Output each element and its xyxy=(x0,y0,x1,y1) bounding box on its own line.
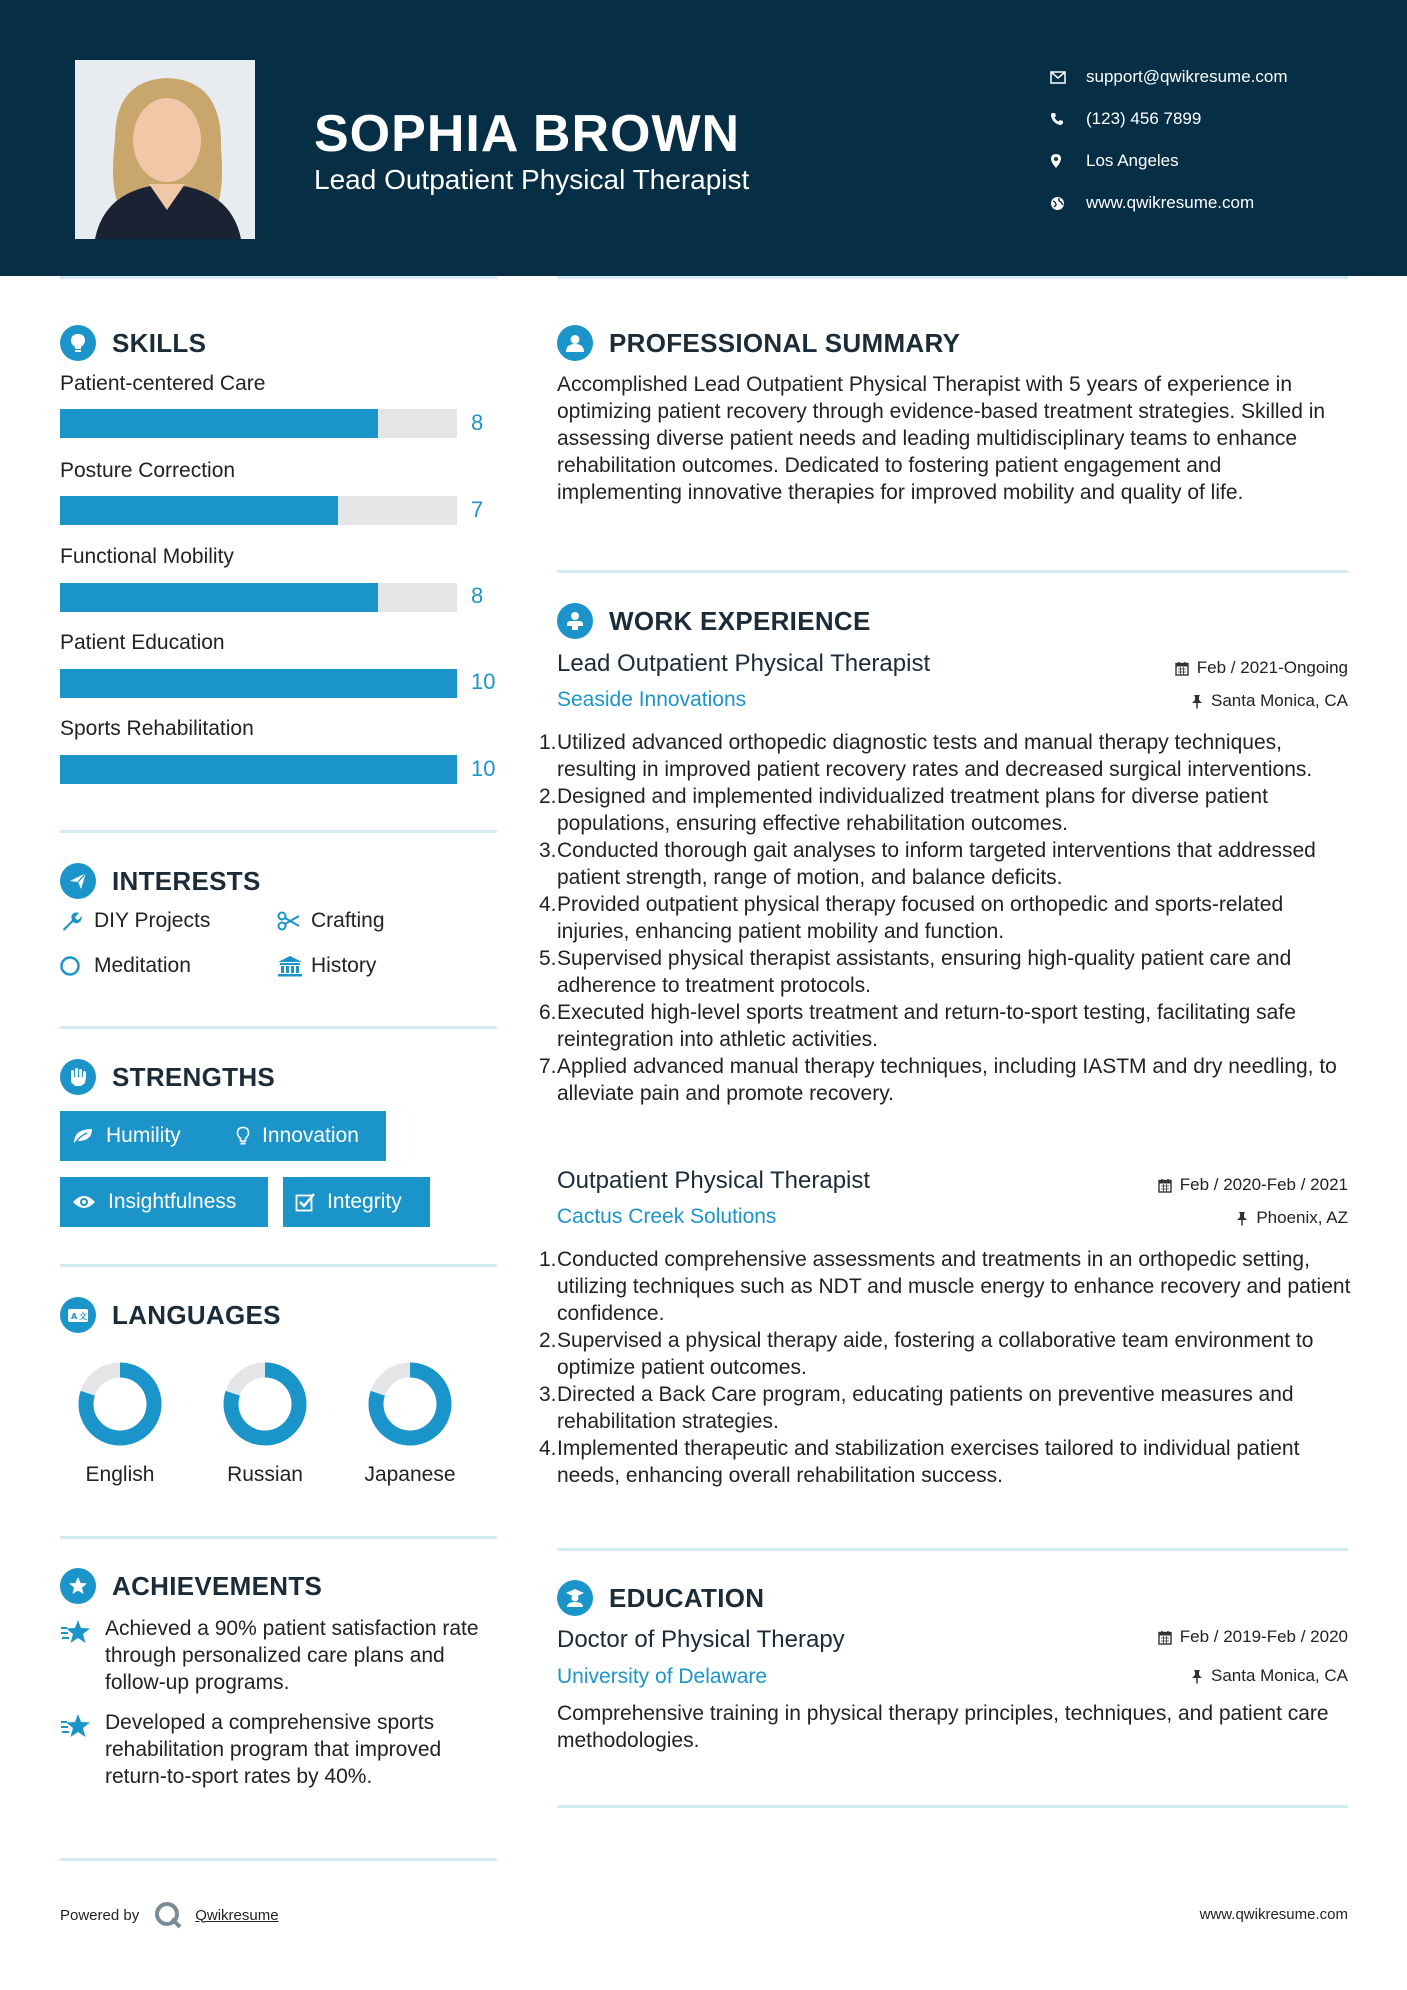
language-item xyxy=(205,1359,325,1487)
list-item-text: Supervised physical therapist assistants, ensuring high-quality patient care and adherence to treatment protocols. xyxy=(557,947,1292,997)
user-icon xyxy=(557,325,593,361)
list-item xyxy=(539,729,1357,783)
skill-value: 10 xyxy=(471,669,496,694)
list-number: 3. xyxy=(539,839,557,862)
job-location-text: Phoenix, AZ xyxy=(1256,1208,1348,1227)
list-item xyxy=(539,999,1357,1053)
job-bullets xyxy=(539,729,1357,1107)
language-name: Japanese xyxy=(364,1463,456,1486)
wrench-icon xyxy=(60,910,94,932)
job-location xyxy=(1191,691,1348,711)
interest-item xyxy=(60,909,210,933)
contact-location xyxy=(1050,140,1288,182)
strength-tag xyxy=(224,1111,386,1161)
profile-photo xyxy=(75,60,255,239)
pushpin-icon xyxy=(1191,1669,1203,1684)
strength-tag xyxy=(60,1111,224,1161)
list-number: 1. xyxy=(539,731,557,754)
list-item xyxy=(539,1435,1357,1489)
achievement-item xyxy=(60,1615,500,1696)
interest-label: History xyxy=(311,954,377,977)
star-icon xyxy=(60,1709,105,1790)
contact-phone xyxy=(1050,98,1288,140)
list-number: 6. xyxy=(539,1001,557,1024)
phone-icon xyxy=(1050,112,1086,126)
skill-bar xyxy=(60,496,457,525)
skill-name: Patient-centered Care xyxy=(60,372,266,395)
section-divider xyxy=(60,1536,497,1539)
job-dates-text: Feb / 2021-Ongoing xyxy=(1196,658,1348,677)
envelope-icon xyxy=(1050,71,1086,84)
interests-title: INTERESTS xyxy=(112,865,261,896)
achievement-text: Developed a comprehensive sports rehabilitation program that improved return-to-sport rates by 40%. xyxy=(105,1711,442,1788)
list-number: 3. xyxy=(539,1383,557,1406)
interest-label: Meditation xyxy=(94,954,191,977)
star-badge-icon xyxy=(60,1568,96,1604)
skill-value: 8 xyxy=(471,583,484,608)
interests-heading xyxy=(60,863,261,899)
skill-name: Functional Mobility xyxy=(60,545,234,568)
skill-bar-fill xyxy=(60,669,457,698)
job-title: Outpatient Physical Therapist xyxy=(557,1167,871,1194)
calendar-icon xyxy=(1175,661,1189,676)
contact-website xyxy=(1050,182,1288,224)
circle-icon xyxy=(60,955,94,977)
skill-name: Sports Rehabilitation xyxy=(60,717,254,740)
leaf-icon xyxy=(72,1127,94,1145)
summary-heading xyxy=(557,325,960,361)
interest-label: Crafting xyxy=(311,909,385,932)
graduate-icon xyxy=(557,1580,593,1616)
skill-bar xyxy=(60,583,457,612)
qwikresume-link[interactable]: Qwikresume xyxy=(195,1906,279,1924)
job-dates xyxy=(1175,658,1348,678)
powered-by-label: Powered by xyxy=(60,1906,140,1924)
skill-name: Posture Correction xyxy=(60,459,236,482)
candidate-name: SOPHIA BROWN xyxy=(314,105,741,163)
lightbulb-icon xyxy=(60,325,96,361)
strength-label: Humility xyxy=(106,1124,181,1147)
job-title: Lead Outpatient Physical Therapist xyxy=(557,650,931,677)
company-name: Cactus Creek Solutions xyxy=(557,1205,777,1228)
interest-item xyxy=(60,954,191,978)
skills-title: SKILLS xyxy=(112,327,207,358)
achievement-text: Achieved a 90% patient satisfaction rate through personalized care plans and follow-up programs. xyxy=(105,1617,479,1694)
job-dates-text: Feb / 2020-Feb / 2021 xyxy=(1179,1175,1348,1194)
experience-heading xyxy=(557,603,871,639)
list-item-text: Utilized advanced orthopedic diagnostic tests and manual therapy techniques, resulting in improved patient recovery rates and decreased surgical interventions. xyxy=(557,731,1313,781)
briefcase-user-icon xyxy=(557,603,593,639)
list-number: 4. xyxy=(539,1437,557,1460)
list-item-text: Conducted thorough gait analyses to inform targeted interventions that addressed patient strength, range of motion, and balance deficits. xyxy=(557,839,1316,889)
strength-tag xyxy=(60,1177,268,1227)
list-number: 2. xyxy=(539,1329,557,1352)
skill-value: 10 xyxy=(471,756,496,781)
education-dates-text: Feb / 2019-Feb / 2020 xyxy=(1179,1627,1348,1646)
header-rule-left xyxy=(60,276,497,279)
translate-icon xyxy=(60,1297,96,1333)
experience-title: WORK EXPERIENCE xyxy=(609,605,871,636)
skill-value: 8 xyxy=(471,410,484,435)
list-number: 7. xyxy=(539,1055,557,1078)
job-bullets xyxy=(539,1246,1357,1489)
achievements-heading xyxy=(60,1568,322,1604)
skill-bar-fill xyxy=(60,583,378,612)
degree-title: Doctor of Physical Therapy xyxy=(557,1626,845,1653)
summary-text: Accomplished Lead Outpatient Physical Therapist with 5 years of experience in optimizing patient recovery through evidence-based treatment strategies. Skilled in assessing diverse patient needs and leading multidisciplinary teams to enhance rehabilitation outcomes. Dedicated to fostering patient engagement and implementing innovative therapies for improved mobility and quality of life. xyxy=(557,373,1326,504)
job-dates xyxy=(1158,1175,1348,1195)
strength-label: Innovation xyxy=(262,1124,359,1147)
skill-bar xyxy=(60,669,457,698)
language-name: English xyxy=(85,1463,155,1486)
language-donut xyxy=(75,1359,165,1449)
section-divider xyxy=(60,1026,497,1029)
calendar-icon xyxy=(1158,1178,1172,1193)
education-location xyxy=(1191,1666,1348,1686)
language-name: Russian xyxy=(227,1463,303,1486)
education-location-text: Santa Monica, CA xyxy=(1210,1666,1348,1685)
strength-label: Integrity xyxy=(327,1190,402,1213)
education-heading xyxy=(557,1580,764,1616)
languages-title: LANGUAGES xyxy=(112,1299,281,1330)
language-donut xyxy=(365,1359,455,1449)
achievement-item xyxy=(60,1709,500,1790)
list-item-text: Provided outpatient physical therapy focused on orthopedic and sports-related injuries, enhancing patient mobility and function. xyxy=(557,893,1284,943)
skill-bar xyxy=(60,409,457,438)
list-item-text: Executed high-level sports treatment and return-to-sport testing, facilitating safe reintegration into athletic activities. xyxy=(557,1001,1296,1051)
skill-name: Patient Education xyxy=(60,631,225,654)
skill-value: 7 xyxy=(471,497,484,522)
list-item xyxy=(539,891,1357,945)
list-item xyxy=(539,783,1357,837)
skill-bar xyxy=(60,755,457,784)
list-item-text: Conducted comprehensive assessments and treatments in an orthopedic setting, utilizing techniques such as NDT and muscle energy to enhance recovery and patient confidence. xyxy=(557,1248,1351,1325)
candidate-title: Lead Outpatient Physical Therapist xyxy=(314,164,750,195)
header-rule-right xyxy=(557,276,1348,279)
map-pin-icon xyxy=(1050,153,1086,169)
education-description: Comprehensive training in physical therapy principles, techniques, and patient care methodologies. xyxy=(557,1702,1329,1752)
education-dates xyxy=(1158,1627,1348,1647)
qwikresume-logo-icon xyxy=(153,1900,183,1930)
eye-icon xyxy=(72,1194,96,1210)
strengths-heading xyxy=(60,1059,275,1095)
list-item xyxy=(539,1053,1357,1107)
list-number: 1. xyxy=(539,1248,557,1271)
section-divider xyxy=(60,830,497,833)
contact-email-text[interactable]: support@qwikresume.com xyxy=(1086,67,1288,86)
contact-website-text[interactable]: www.qwikresume.com xyxy=(1086,193,1255,212)
list-item xyxy=(539,837,1357,891)
star-icon xyxy=(60,1615,105,1696)
skill-bar-fill xyxy=(60,409,378,438)
list-item-text: Directed a Back Care program, educating patients on preventive measures and rehabilitation strategies. xyxy=(557,1383,1294,1433)
achievements-title: ACHIEVEMENTS xyxy=(112,1570,323,1601)
list-item-text: Designed and implemented individualized treatment plans for diverse patient populations, ensuring effective rehabilitation outcomes. xyxy=(557,785,1268,835)
languages-heading xyxy=(60,1297,281,1333)
contact-list xyxy=(1050,56,1288,224)
section-divider xyxy=(557,570,1348,573)
lightbulb-icon xyxy=(236,1126,250,1146)
paper-plane-icon xyxy=(60,863,96,899)
list-item xyxy=(539,1327,1357,1381)
resume-header xyxy=(0,0,1407,276)
language-item xyxy=(60,1359,180,1487)
list-item xyxy=(539,1246,1357,1327)
list-number: 5. xyxy=(539,947,557,970)
section-divider xyxy=(557,1548,1348,1551)
globe-icon xyxy=(1050,196,1086,211)
language-donut xyxy=(220,1359,310,1449)
language-item xyxy=(350,1359,470,1487)
school-name: University of Delaware xyxy=(557,1665,768,1688)
checkbox-icon xyxy=(295,1192,315,1212)
company-name: Seaside Innovations xyxy=(557,688,747,711)
interest-label: DIY Projects xyxy=(94,909,211,932)
job-location-text: Santa Monica, CA xyxy=(1210,691,1348,710)
fist-icon xyxy=(60,1059,96,1095)
list-item xyxy=(539,945,1357,999)
footer-url[interactable]: www.qwikresume.com xyxy=(1199,1906,1348,1923)
list-number: 2. xyxy=(539,785,557,808)
skill-bar-fill xyxy=(60,496,338,525)
list-item-text: Implemented therapeutic and stabilization exercises tailored to individual patient needs, enhancing overall rehabilitation success. xyxy=(557,1437,1300,1487)
strength-tag xyxy=(283,1177,430,1227)
strengths-title: STRENGTHS xyxy=(112,1061,276,1092)
education-title: EDUCATION xyxy=(609,1582,765,1613)
powered-by xyxy=(60,1900,279,1930)
list-item-text: Supervised a physical therapy aide, fostering a collaborative team environment to optimize patient outcomes. xyxy=(557,1329,1314,1379)
section-divider xyxy=(60,1858,497,1861)
contact-phone-text[interactable]: (123) 456 7899 xyxy=(1086,109,1202,128)
job-location xyxy=(1236,1208,1348,1228)
list-item xyxy=(539,1381,1357,1435)
calendar-icon xyxy=(1158,1630,1172,1645)
interest-item xyxy=(277,909,385,933)
pushpin-icon xyxy=(1191,694,1203,709)
section-divider xyxy=(557,1805,1348,1808)
list-number: 4. xyxy=(539,893,557,916)
svg-text:文: 文 xyxy=(79,1312,87,1321)
contact-location-text: Los Angeles xyxy=(1086,151,1179,170)
pushpin-icon xyxy=(1236,1211,1248,1226)
interest-item xyxy=(277,954,376,978)
section-divider xyxy=(60,1264,497,1267)
contact-email xyxy=(1050,56,1288,98)
list-item-text: Applied advanced manual therapy techniques, including IASTM and dry needling, to alleviate pain and promote recovery. xyxy=(557,1055,1337,1105)
skill-bar-fill xyxy=(60,755,457,784)
summary-title: PROFESSIONAL SUMMARY xyxy=(609,327,961,358)
scissors-icon xyxy=(277,911,311,931)
bank-icon xyxy=(277,955,311,977)
svg-text:A: A xyxy=(71,1312,78,1321)
skills-heading xyxy=(60,325,206,361)
strength-label: Insightfulness xyxy=(108,1190,237,1213)
